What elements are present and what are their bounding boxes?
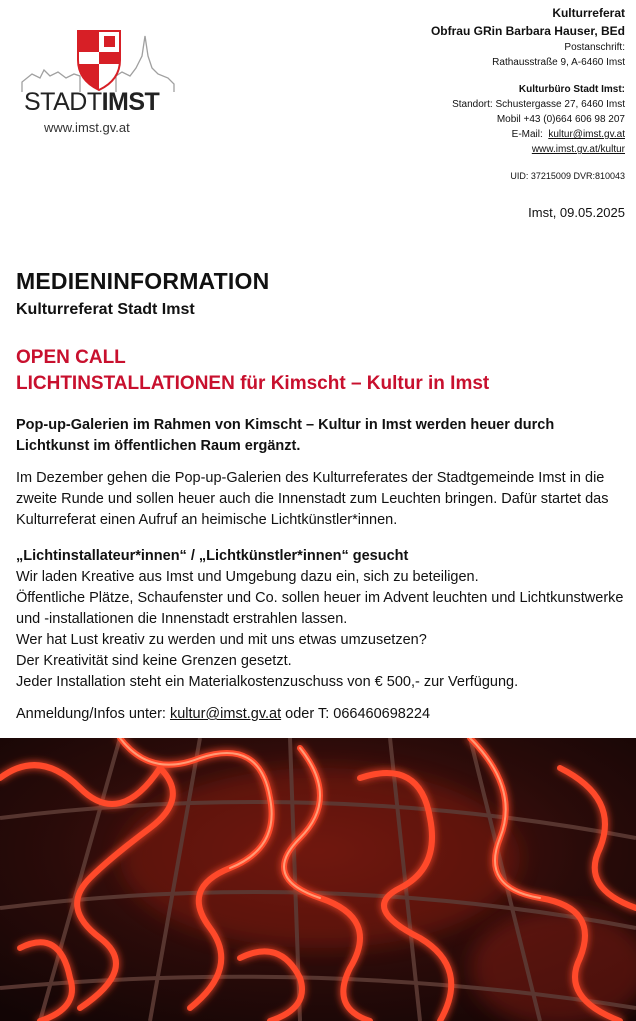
detail-line: Jeder Installation steht ein Materialkostenzuschuss von € 500,- zur Verfügung. <box>16 674 519 690</box>
lead-paragraph: Pop-up-Galerien im Rahmen von Kimscht – Kultur in Imst werden heuer durch Lichtkunst im öffentlichen Raum ergänzt. <box>16 417 555 454</box>
signup-email-link[interactable]: kultur@imst.gv.at <box>169 706 282 722</box>
section-title: „Lichtinstallateur*innen“ / „Lichtkünstler*innen“ gesucht <box>16 548 409 564</box>
details-block <box>16 567 626 693</box>
document-date: Imst, 09.05.2025 <box>528 205 625 220</box>
call-title: LICHTINSTALLATIONEN für Kimscht – Kultur in Imst <box>16 373 490 394</box>
contact-website-link[interactable]: www.imst.gv.at/kultur <box>531 144 625 155</box>
detail-line: Wer hat Lust kreativ zu werden und mit uns etwas umzusetzen? <box>16 632 427 648</box>
office-phone: Mobil +43 (0)664 606 98 207 <box>496 114 625 125</box>
open-call-heading: OPEN CALL <box>16 347 126 368</box>
page-subtitle: Kulturreferat Stadt Imst <box>16 301 195 318</box>
detail-line: Öffentliche Plätze, Schaufenster und Co. sollen heuer im Advent leuchten und Lichtkunstwerke und -installationen die Innenstadt erstrahlen lassen. <box>16 590 624 627</box>
skyline-shield-icon <box>18 26 178 96</box>
contact-org: Kulturreferat <box>552 6 625 20</box>
office-location: Standort: Schustergasse 27, 6460 Imst <box>452 99 625 110</box>
logo-url: www.imst.gv.at <box>44 120 130 135</box>
office-email-row: E-Mail: kultur@imst.gv.at <box>511 129 625 140</box>
contact-block <box>431 4 625 184</box>
contact-email-link[interactable]: kultur@imst.gv.at <box>548 129 625 140</box>
stadt-imst-logo <box>18 26 178 138</box>
uid-text: UID: 37215009 DVR:810043 <box>510 171 625 181</box>
contact-person: Obfrau GRin Barbara Hauser, BEd <box>430 24 625 38</box>
postal-address: Rathausstraße 9, A-6460 Imst <box>492 57 625 68</box>
intro-paragraph: Im Dezember gehen die Pop-up-Galerien des Kulturreferates der Stadtgemeinde Imst in die zweite Runde und sollen heuer auch die Innenstadt zum Leuchten bringen. Dafür startet das Kulturreferat einen Aufruf an heimische Lichtkünstler*innen. <box>16 470 609 528</box>
postal-label: Postanschrift: <box>564 42 625 53</box>
neon-installation-image <box>0 738 636 1021</box>
detail-line: Der Kreativität sind keine Grenzen gesetzt. <box>16 653 292 669</box>
neon-light-photo <box>0 738 636 1021</box>
logo-wordmark: STADTIMST <box>24 88 160 116</box>
detail-line: Wir laden Kreative aus Imst und Umgebung dazu ein, sich zu beteiligen. <box>16 569 479 585</box>
signup-row: Anmeldung/Infos unter: kultur@imst.gv.at oder T: 066460698224 <box>16 706 431 722</box>
office-title: Kulturbüro Stadt Imst: <box>518 84 625 95</box>
page-title: MEDIENINFORMATION <box>16 268 270 294</box>
